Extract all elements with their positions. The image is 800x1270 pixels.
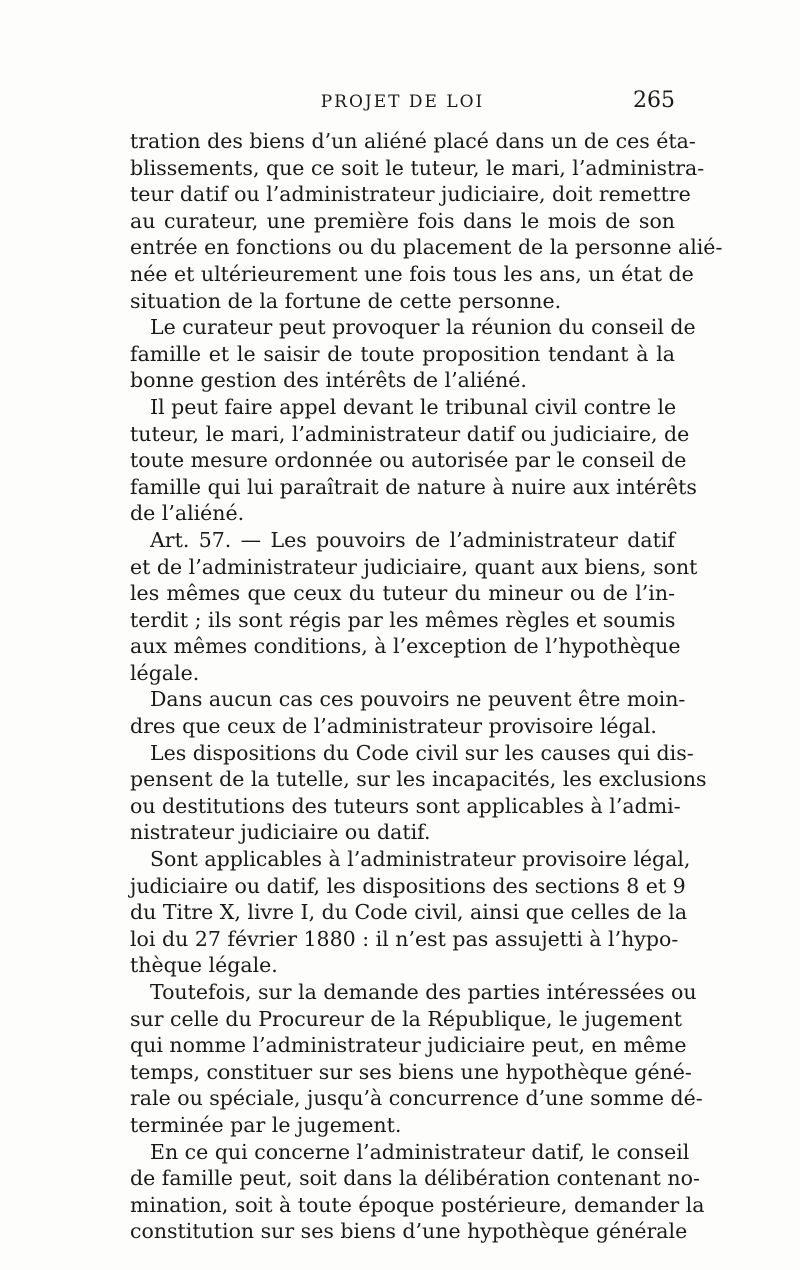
body-text bbox=[130, 128, 723, 1245]
text-line: rale ou spéciale, jusqu’à concurrence d’une somme dé- bbox=[130, 1086, 703, 1111]
text-line: terdit ; ils sont régis par les mêmes règles et soumis bbox=[130, 607, 676, 632]
text-line: teur datif ou l’administrateur judiciaire, doit remettre bbox=[130, 182, 691, 207]
text-line: les mêmes que ceux du tuteur du mineur ou de l’in- bbox=[130, 581, 675, 606]
text-line: situation de la fortune de cette personne. bbox=[130, 288, 562, 313]
page-header bbox=[130, 88, 675, 124]
text-line: dres que ceux de l’administrateur provisoire légal. bbox=[130, 714, 657, 739]
text-line: Sont applicables à l’administrateur provisoire légal, bbox=[150, 847, 691, 872]
text-line: mination, soit à toute époque postérieure, demander la bbox=[130, 1192, 705, 1217]
text-line: En ce qui concerne l’administrateur datif, le conseil bbox=[150, 1139, 690, 1164]
text-line: Toutefois, sur la demande des parties intéressées ou bbox=[150, 980, 697, 1004]
text-line: toute mesure ordonnée ou autorisée par le conseil de bbox=[130, 448, 687, 473]
text-line: sur celle du Procureur de la République, le jugement bbox=[130, 1006, 683, 1031]
text-line: légale. bbox=[130, 660, 200, 685]
text-line: blissements, que ce soit le tuteur, le mari, l’administra- bbox=[130, 155, 705, 180]
text-line: Il peut faire appel devant le tribunal civil contre le bbox=[150, 394, 677, 419]
text-line: thèque légale. bbox=[130, 953, 278, 978]
text-line: Le curateur peut provoquer la réunion du conseil de bbox=[150, 315, 696, 340]
text-line: au curateur, une première fois dans le mois de son bbox=[130, 208, 675, 233]
text-line: née et ultérieurement une fois tous les ans, un état de bbox=[130, 261, 694, 286]
text-line: de famille peut, soit dans la délibération contenant no- bbox=[130, 1166, 700, 1191]
text-line: et de l’administrateur judiciaire, quant aux biens, sont bbox=[130, 554, 698, 579]
text-line: ou destitutions des tuteurs sont applicables à l’admi- bbox=[130, 793, 681, 818]
text-line: de l’aliéné. bbox=[130, 501, 245, 526]
text-line: temps, constituer sur ses biens une hypothèque géné- bbox=[130, 1059, 692, 1084]
text-line: terminée par le jugement. bbox=[130, 1112, 402, 1137]
text-line: loi du 27 février 1880 : il n’est pas assujetti à l’hypo- bbox=[130, 926, 679, 951]
text-line: qui nomme l’administrateur judiciaire peut, en même bbox=[130, 1033, 687, 1058]
text-line: tration des biens d’un aliéné placé dans un de ces éta- bbox=[130, 129, 696, 153]
running-title: PROJET DE LOI bbox=[320, 92, 485, 112]
text-line: aux mêmes conditions, à l’exception de l’hypothèque bbox=[130, 634, 681, 659]
text-line: judiciaire ou datif, les dispositions des sections 8 et 9 bbox=[130, 873, 686, 898]
text-line: entrée en fonctions ou du placement de la personne alié- bbox=[130, 235, 723, 260]
page-number: 265 bbox=[633, 88, 675, 113]
text-line: bonne gestion des intérêts de l’aliéné. bbox=[130, 368, 527, 393]
text-line: constitution sur ses biens d’une hypothèque générale bbox=[130, 1219, 688, 1244]
text-line: du Titre X, livre I, du Code civil, ainsi que celles de la bbox=[130, 900, 688, 925]
text-line: Art. 57. — Les pouvoirs de l’administrateur datif bbox=[150, 527, 675, 552]
text-line: famille qui lui paraîtrait de nature à nuire aux intérêts bbox=[130, 474, 697, 499]
text-line: Dans aucun cas ces pouvoirs ne peuvent être moin- bbox=[150, 687, 686, 712]
text-line: Les dispositions du Code civil sur les causes qui dis- bbox=[150, 740, 694, 765]
text-line: tuteur, le mari, l’administrateur datif ou judiciaire, de bbox=[130, 421, 690, 446]
text-line: nistrateur judiciaire ou datif. bbox=[130, 820, 431, 845]
text-line: pensent de la tutelle, sur les incapacités, les exclusions bbox=[130, 767, 707, 792]
text-line: famille et le saisir de toute proposition tendant à la bbox=[130, 341, 675, 366]
